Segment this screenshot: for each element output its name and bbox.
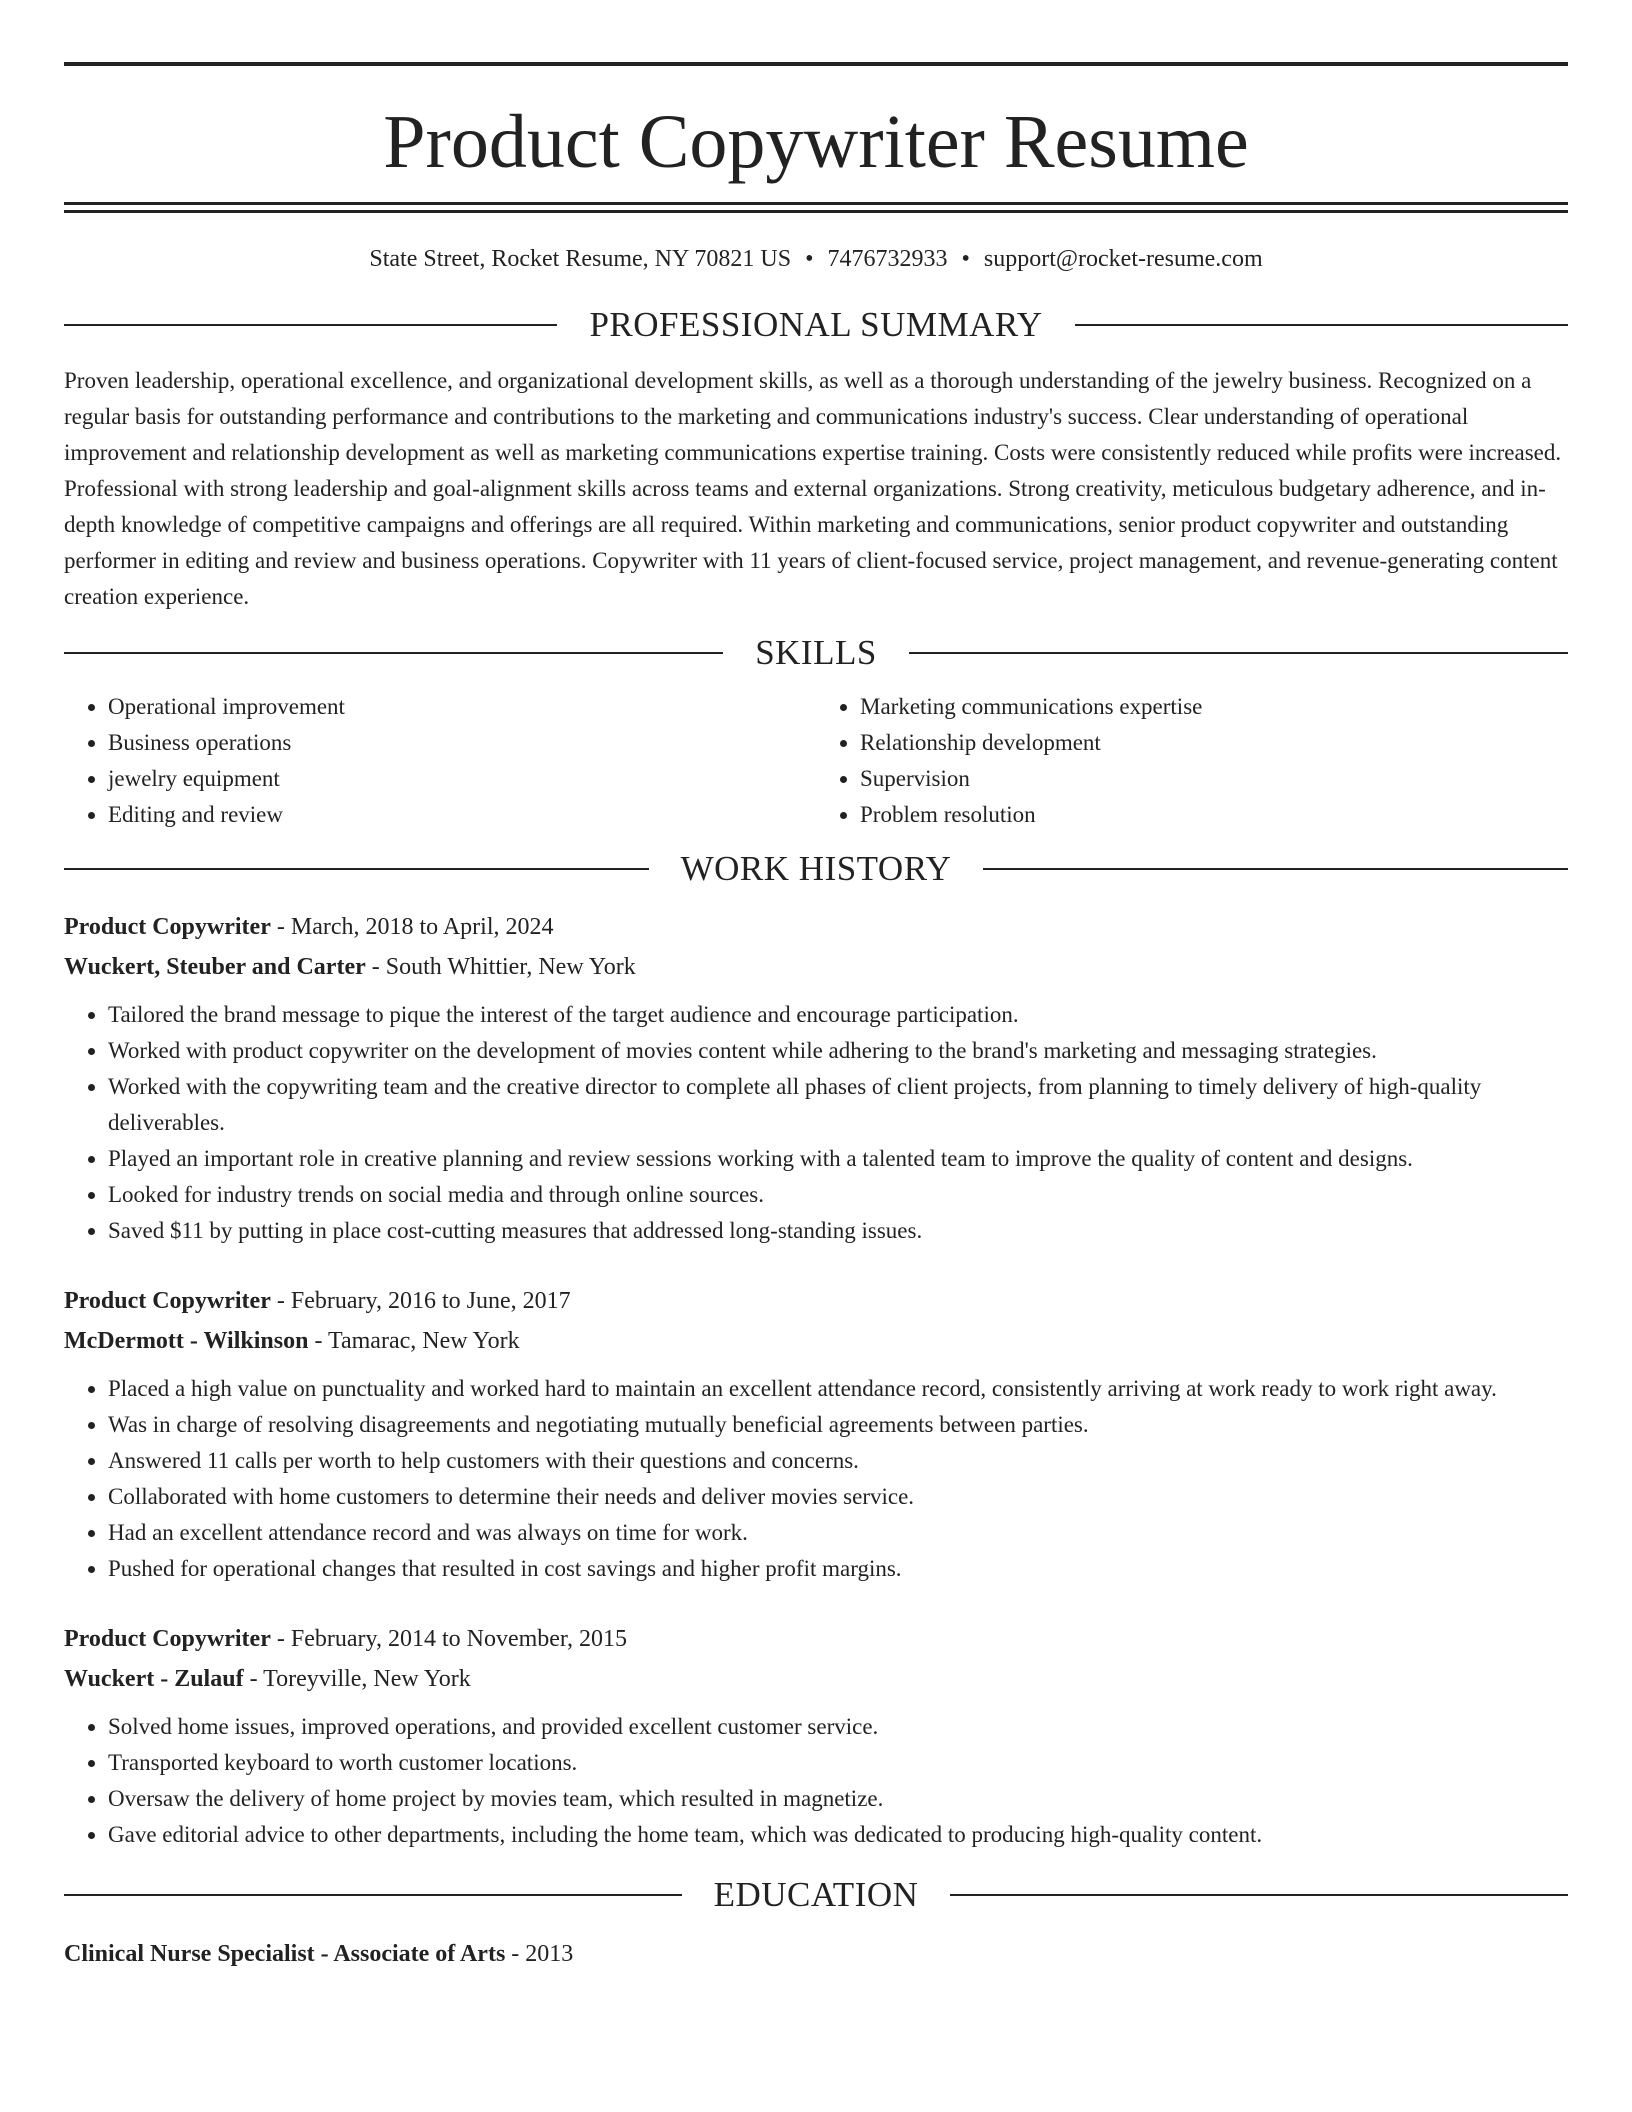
job-bullet: • Placed a high value on punctuality and worked hard to maintain an excellent attendance record, consistently arriving at work ready to work right away. [108, 1371, 1568, 1407]
resume-title: Product Copywriter Resume [383, 100, 1249, 184]
heading-rule [909, 652, 1568, 654]
skill-item: • jewelry equipment [108, 761, 816, 797]
job-location: Toreyville, New York [263, 1666, 471, 1692]
job-bullet: • Transported keyboard to worth customer locations. [108, 1745, 1568, 1781]
job-company: Wuckert, Steuber and Carter [64, 954, 366, 980]
job-entry [64, 1619, 1568, 1853]
job-bullets [64, 1371, 1568, 1587]
contact-address: State Street, Rocket Resume, NY 70821 US [369, 246, 792, 272]
job-dates: March, 2018 to April, 2024 [290, 914, 554, 940]
section-title: PROFESSIONAL SUMMARY [589, 305, 1043, 344]
heading-rule [64, 652, 723, 654]
job-location: South Whittier, New York [385, 954, 636, 980]
job-bullet: • Answered 11 calls per worth to help customers with their questions and concerns. [108, 1443, 1568, 1479]
job-bullet: • Pushed for operational changes that resulted in cost savings and higher profit margins. [108, 1551, 1568, 1587]
job-dates: February, 2014 to November, 2015 [290, 1626, 627, 1652]
skill-item: • Editing and review [108, 797, 816, 833]
job-company-line: Wuckert, Steuber and Carter - South Whittier, New York [64, 954, 636, 980]
job-company: McDermott - Wilkinson [64, 1328, 309, 1354]
skills-column-right [816, 689, 1568, 833]
skills-list [64, 689, 1568, 833]
job-bullet: • Looked for industry trends on social media and through online sources. [108, 1177, 1568, 1213]
job-bullet: • Tailored the brand message to pique the interest of the target audience and encourage participation. [108, 997, 1568, 1033]
job-title: Product Copywriter [64, 914, 271, 940]
heading-rule [1075, 324, 1568, 326]
job-bullet: • Solved home issues, improved operations, and provided excellent customer service. [108, 1709, 1568, 1745]
job-entry [64, 907, 1568, 1249]
job-bullet: • Played an important role in creative planning and review sessions working with a talented team to improve the quality of content and designs. [108, 1141, 1568, 1177]
job-title-line: Product Copywriter - February, 2014 to November, 2015 [64, 1626, 627, 1652]
skill-item: • Business operations [108, 725, 816, 761]
skill-item: • Problem resolution [860, 797, 1568, 833]
contact-email[interactable]: support@rocket-resume.com [983, 246, 1263, 272]
job-bullet: • Worked with product copywriter on the development of movies content while adhering to the brand's marketing and messaging strategies. [108, 1033, 1568, 1069]
job-bullet: • Collaborated with home customers to determine their needs and deliver movies service. [108, 1479, 1568, 1515]
heading-rule [64, 324, 557, 326]
skill-item: • Supervision [860, 761, 1568, 797]
top-rule [64, 62, 1568, 66]
title-double-rule [64, 202, 1568, 213]
heading-rule [64, 1894, 682, 1896]
job-bullet: • Saved $11 by putting in place cost-cutting measures that addressed long-standing issues. [108, 1213, 1568, 1249]
heading-rule [64, 868, 649, 870]
job-title: Product Copywriter [64, 1626, 271, 1652]
section-title: SKILLS [755, 633, 877, 672]
education-degree: Clinical Nurse Specialist - Associate of Arts [64, 1941, 506, 1967]
heading-rule [983, 868, 1568, 870]
education-year: 2013 [525, 1941, 574, 1967]
job-bullets [64, 1709, 1568, 1853]
section-title: EDUCATION [713, 1875, 919, 1914]
section-heading-work [64, 849, 1568, 889]
job-bullet: • Oversaw the delivery of home project by movies team, which resulted in magnetize. [108, 1781, 1568, 1817]
job-location: Tamarac, New York [328, 1328, 520, 1354]
contact-line [64, 243, 1568, 275]
job-bullets [64, 997, 1568, 1249]
contact-phone[interactable]: 7476732933 [827, 246, 948, 272]
skill-item: • Relationship development [860, 725, 1568, 761]
job-bullet: • Had an excellent attendance record and was always on time for work. [108, 1515, 1568, 1551]
job-bullet: • Worked with the copywriting team and the creative director to complete all phases of client projects, from planning to timely delivery of high-quality deliverables. [108, 1069, 1568, 1141]
skills-column-left [64, 689, 816, 833]
job-dates: February, 2016 to June, 2017 [290, 1288, 571, 1314]
job-bullet: • Gave editorial advice to other departments, including the home team, which was dedicated to producing high-quality content. [108, 1817, 1568, 1853]
contact-separator: • [961, 246, 970, 272]
contact-separator: • [805, 246, 814, 272]
skill-item: • Marketing communications expertise [860, 689, 1568, 725]
section-heading-skills [64, 633, 1568, 673]
job-company-line: Wuckert - Zulauf - Toreyville, New York [64, 1666, 471, 1692]
section-heading-summary [64, 305, 1568, 345]
job-company-line: McDermott - Wilkinson - Tamarac, New York [64, 1328, 520, 1354]
section-title: WORK HISTORY [680, 849, 952, 888]
education-entry: Clinical Nurse Specialist - Associate of Arts - 2013 [64, 1941, 574, 1967]
job-company: Wuckert - Zulauf [64, 1666, 244, 1692]
heading-rule [950, 1894, 1568, 1896]
job-title: Product Copywriter [64, 1288, 271, 1314]
job-title-line: Product Copywriter - February, 2016 to June, 2017 [64, 1288, 571, 1314]
skill-item: • Operational improvement [108, 689, 816, 725]
summary-text: Proven leadership, operational excellence, and organizational development skills, as well as a thorough understanding of the jewelry business. Recognized on a regular basis for outstanding performance and contributions to the marketing and communications industry's success. Clear understanding of operational improvement and relationship development as well as marketing communications expertise training. Costs were consistently reduced while profits were increased. Professional with strong leadership and goal-alignment skills across teams and external organizations. Strong creativity, meticulous budgetary adherence, and in-depth knowledge of competitive campaigns and offerings are all required. Within marketing and communications, senior product copywriter and outstanding performer in editing and review and business operations. Copywriter with 11 years of client-focused service, project management, and revenue-generating content creation experience. [64, 368, 1562, 609]
job-entry [64, 1281, 1568, 1587]
job-bullet: • Was in charge of resolving disagreements and negotiating mutually beneficial agreements between parties. [108, 1407, 1568, 1443]
section-heading-education [64, 1875, 1568, 1915]
job-title-line: Product Copywriter - March, 2018 to April, 2024 [64, 914, 554, 940]
